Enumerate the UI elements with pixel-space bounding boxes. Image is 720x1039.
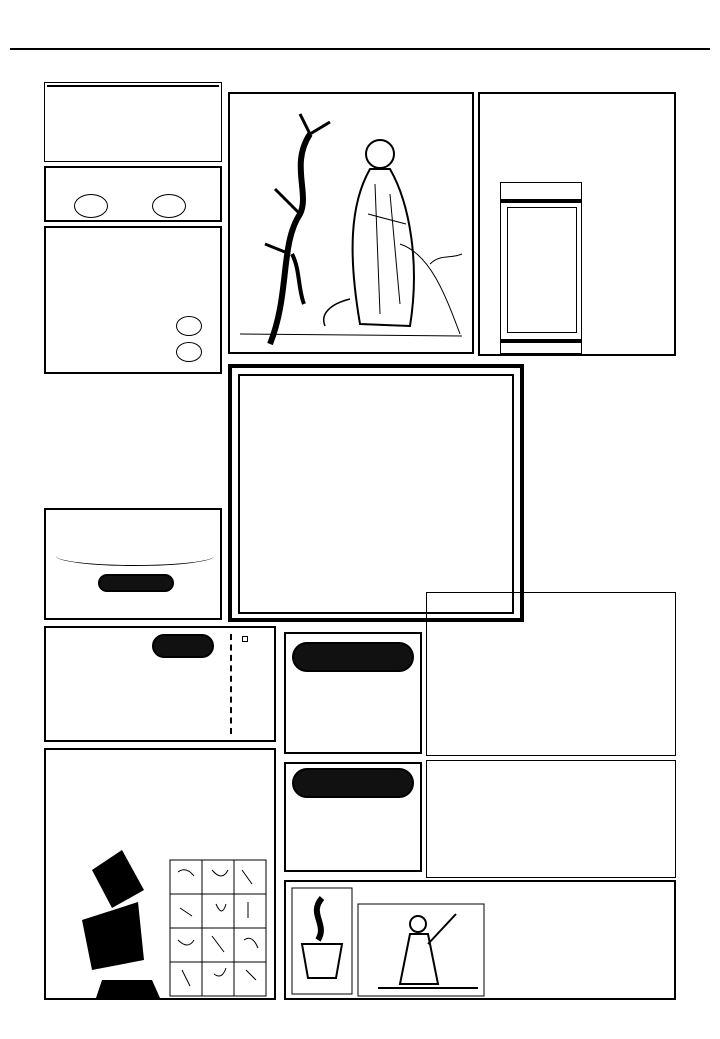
zodiac-puzzle-image xyxy=(52,830,272,1000)
computer-box xyxy=(228,364,524,622)
computer-inner xyxy=(238,374,514,614)
buy-text xyxy=(443,635,669,731)
hot-table-title xyxy=(47,85,219,87)
notice-stamp xyxy=(98,574,174,592)
left-strip xyxy=(12,80,36,1000)
total-box xyxy=(284,632,422,754)
computer-text xyxy=(252,466,504,606)
hot-cold-ball-1 xyxy=(74,194,108,218)
computer-ball-row xyxy=(266,426,498,458)
scroll-text xyxy=(507,207,577,333)
zodiac-puzzle-box xyxy=(44,748,276,1000)
top-strip xyxy=(16,60,706,76)
contribution-box xyxy=(44,508,222,620)
scroll-image xyxy=(500,182,582,354)
special-code-ball-2 xyxy=(176,342,202,362)
scroll-rod-top xyxy=(501,199,581,203)
stats-column xyxy=(530,364,676,584)
xuanji-title-b xyxy=(152,634,214,658)
xuanji-box xyxy=(44,626,276,742)
hot-number-table xyxy=(44,82,222,162)
sage-painting-image xyxy=(230,94,472,352)
hot-cold-box xyxy=(44,166,222,222)
sage-painting xyxy=(228,92,474,354)
special-code-box xyxy=(44,226,222,374)
special-open-text-box xyxy=(426,760,676,878)
special-open-pill xyxy=(292,768,414,798)
contribution-line xyxy=(56,546,214,566)
special-open-text xyxy=(435,763,667,847)
right-strip xyxy=(684,80,708,1000)
treasure-image xyxy=(288,884,488,998)
xuanji-divider xyxy=(230,634,232,734)
treasure-panel xyxy=(284,880,676,1000)
buy-box xyxy=(426,592,676,756)
header-underline xyxy=(10,48,710,50)
total-pill xyxy=(292,642,414,672)
hot-cold-ball-2 xyxy=(152,194,186,218)
tips-label xyxy=(242,636,248,642)
special-code-ball-1 xyxy=(176,316,202,336)
lucky-list xyxy=(44,378,222,506)
title-block xyxy=(478,92,676,356)
header-bar xyxy=(10,8,710,52)
treasure-text xyxy=(492,890,672,996)
special-open-box xyxy=(284,762,422,872)
scroll-rod-bottom xyxy=(501,339,581,343)
